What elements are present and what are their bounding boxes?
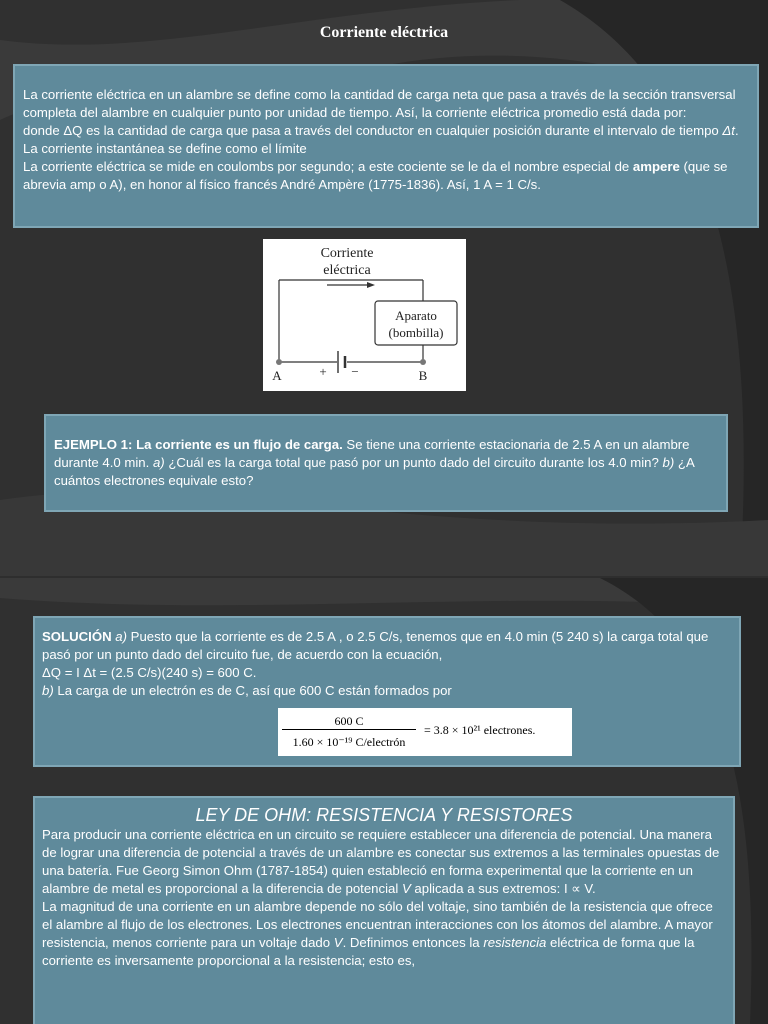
- node-b-label: B: [418, 368, 428, 383]
- node-b-dot: [420, 359, 426, 365]
- solution-line-2: ΔQ = I Δt = (2.5 C/s)(240 s) = 600 C.: [42, 665, 257, 680]
- diagram-label-current: Corriente: [320, 246, 374, 261]
- device-label-1: Aparato: [395, 308, 437, 323]
- node-a-label: A: [272, 368, 282, 383]
- electron-count-equation: [278, 708, 572, 756]
- example-text: EJEMPLO 1: La corriente es un flujo de carga. Se tiene una corriente estacionaria de 2.5 A en un alambre durante 4.0 min. a) ¿Cuál es la carga total que pasó por un punto dado del circuito durante los 4.0 min? b) ¿A cuántos electrones equivale esto?: [54, 437, 695, 488]
- intro-text-box: [13, 64, 759, 228]
- ohm-paragraph-2: La magnitud de una corriente en un alambre depende no sólo del voltaje, sino también de la resistencia que ofrece el alambre al flujo de los electrones. Los electrones encuentran interacciones con los átomos del alambre. A mayor resistencia, menos corriente para un voltaje dado V. Definimos entonces la resistencia eléctrica de forma que la corriente es inversamente proporcional a la resistencia; esto es,: [42, 899, 713, 968]
- battery-plus-label: +: [319, 364, 327, 379]
- ohm-law-box: [33, 796, 735, 1024]
- diagram-label-electric: eléctrica: [323, 263, 371, 278]
- fraction-bar: [282, 729, 416, 730]
- intro-paragraph-1: La corriente eléctrica en un alambre se define como la cantidad de carga neta que pasa a través de la sección transversal completa del alambre en cualquier punto por unidad de tiempo. Así, la corriente eléctrica promedio está dada por:: [23, 87, 736, 120]
- intro-paragraph-2: donde ΔQ es la cantidad de carga que pasa a través del conductor en cualquier posición durante el intervalo de tiempo Δt. La corriente instantánea se define como el límite: [23, 123, 739, 156]
- intro-paragraph-3: La corriente eléctrica se mide en coulombs por segundo; a este cociente se le da el nombre especial de ampere (que se abrevia amp o A), en honor al físico francés André Ampère (1775-1836). Así, 1 A = 1 C/s.: [23, 159, 728, 192]
- page-title: Corriente eléctrica: [319, 24, 449, 41]
- device-label-2: (bombilla): [388, 325, 444, 340]
- node-a-dot: [276, 359, 282, 365]
- solution-box: [33, 616, 741, 767]
- slide-2: [0, 578, 768, 1024]
- solution-line-3: b) La carga de un electrón es de C, así que 600 C están formados por: [42, 683, 452, 698]
- equation-result: = 3.8 × 10²¹ electrones.: [424, 723, 536, 737]
- equation-denominator: 1.60 × 10⁻¹⁹ C/electrón: [292, 735, 406, 749]
- circuit-diagram: [263, 239, 466, 391]
- solution-line-1: SOLUCIÓN a) Puesto que la corriente es de 2.5 A , o 2.5 C/s, tenemos que en 4.0 min (5 240 s) la carga total que pasó por un punto dado del circuito fue, de acuerdo con la ecuación,: [42, 629, 709, 662]
- ohm-paragraph-1: Para producir una corriente eléctrica en un circuito se requiere establecer una diferencia de potencial. Una manera de lograr una diferencia de potencial a través de un alambre es conectar sus extremos a las terminales opuestas de una batería. Fue Georg Simon Ohm (1787-1854) quien estableció en forma experimental que la corriente en un alambre de metal es proporcional a la diferencia de potencial V aplicada a sus extremos: I ∝ V.: [42, 827, 720, 896]
- example-box: [44, 414, 728, 512]
- equation-numerator: 600 C: [334, 714, 364, 728]
- battery-minus-label: −: [351, 364, 359, 379]
- ohm-law-title: LEY DE OHM: RESISTENCIA Y RESISTORES: [195, 805, 573, 825]
